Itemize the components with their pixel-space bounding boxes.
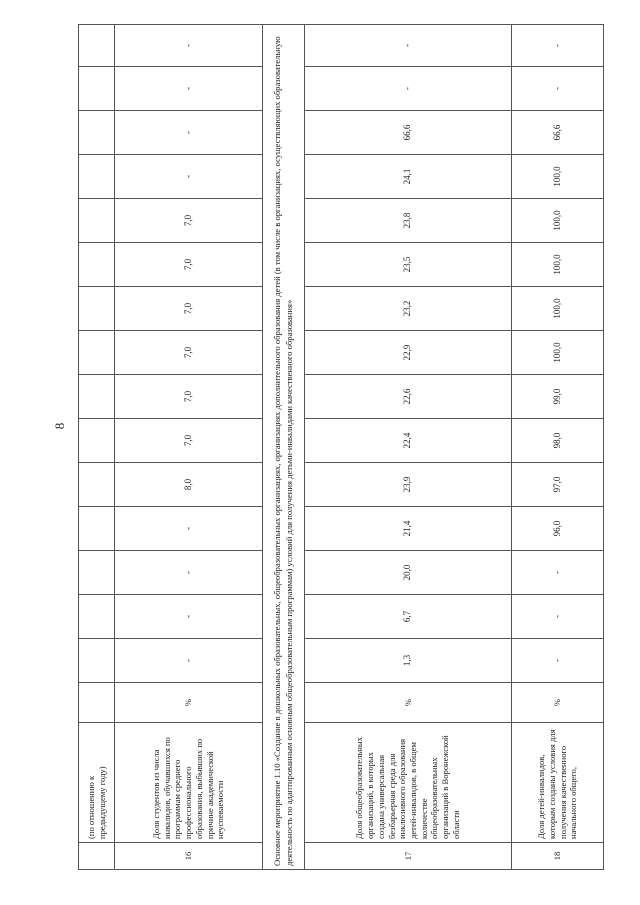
row-value: - bbox=[305, 67, 512, 111]
row-value: 20,0 bbox=[305, 551, 512, 595]
table-cell-num bbox=[79, 843, 115, 870]
indicators-table bbox=[78, 24, 604, 870]
row-value: 100,0 bbox=[512, 287, 604, 331]
row-value: 100,0 bbox=[512, 199, 604, 243]
table-cell bbox=[79, 551, 115, 595]
row-value: 6,7 bbox=[305, 595, 512, 639]
table-row bbox=[512, 25, 604, 870]
row-value: 7,0 bbox=[115, 419, 263, 463]
row-value: 98,0 bbox=[512, 419, 604, 463]
row-value: 22,6 bbox=[305, 375, 512, 419]
row-value: 23,8 bbox=[305, 199, 512, 243]
row-value: - bbox=[512, 595, 604, 639]
row-value: 66,6 bbox=[512, 111, 604, 155]
main-event-row bbox=[263, 25, 305, 870]
row-value: 7,0 bbox=[115, 199, 263, 243]
table-cell bbox=[79, 375, 115, 419]
row-value: - bbox=[512, 25, 604, 67]
row-value: 21,4 bbox=[305, 507, 512, 551]
row-value: - bbox=[115, 551, 263, 595]
table-cell-indicator: (по отношению к предыдущему году) bbox=[79, 723, 115, 843]
table-row bbox=[305, 25, 512, 870]
row-value: 23,5 bbox=[305, 243, 512, 287]
rotated-table-wrapper bbox=[78, 25, 603, 870]
row-value: 23,9 bbox=[305, 463, 512, 507]
table-cell-unit bbox=[79, 683, 115, 723]
row-value: 66,6 bbox=[305, 111, 512, 155]
row-value: 1,3 bbox=[305, 639, 512, 683]
row-value: 7,0 bbox=[115, 331, 263, 375]
row-value: 96,0 bbox=[512, 507, 604, 551]
row-value: 100,0 bbox=[512, 331, 604, 375]
table-cell bbox=[79, 111, 115, 155]
row-value: - bbox=[115, 67, 263, 111]
page-number: 8 bbox=[52, 422, 67, 430]
row-unit: % bbox=[115, 683, 263, 723]
table-row bbox=[115, 25, 263, 870]
row-value: - bbox=[115, 155, 263, 199]
row-value: 100,0 bbox=[512, 243, 604, 287]
row-value: - bbox=[512, 551, 604, 595]
row-value: 99,0 bbox=[512, 375, 604, 419]
row-value: - bbox=[305, 25, 512, 67]
row-value: 7,0 bbox=[115, 243, 263, 287]
row-indicator: Доля общеобразовательных организаций, в которых создана универсальная безбарьерная среда для инклюзивного образования детей-инвалидов, в общем количестве общеобразовательных организаций в Воронежской области bbox=[305, 723, 512, 843]
row-value: 22,9 bbox=[305, 331, 512, 375]
row-value: 97,0 bbox=[512, 463, 604, 507]
table-cell bbox=[79, 199, 115, 243]
row-value: 7,0 bbox=[115, 375, 263, 419]
row-number: 17 bbox=[305, 843, 512, 870]
row-value: - bbox=[115, 111, 263, 155]
row-number: 16 bbox=[115, 843, 263, 870]
main-event-text: Основное мероприятие 1.10 «Создание в дошкольных образовательных, общеобразовательных организациях, организациях дополнительного образования детей (в том числе в организациях, осуществляющих образовательную деятельность по адаптированным основным общеобразовательным программам) условий для получения детьми-инвалидами качественного образования» bbox=[263, 25, 305, 870]
table-cell bbox=[79, 639, 115, 683]
row-number: 18 bbox=[512, 843, 604, 870]
row-value: - bbox=[115, 507, 263, 551]
table-cell bbox=[79, 155, 115, 199]
table-cell bbox=[79, 595, 115, 639]
table-cell bbox=[79, 419, 115, 463]
row-value: - bbox=[512, 639, 604, 683]
row-indicator: Доля детей-инвалидов, которым созданы условия для получения качественного начального общего, bbox=[512, 723, 604, 843]
row-indicator: Доля студентов из числа инвалидов, обучавшихся по программам среднего профессионального образования, выбывших по причине академической неуспеваемости bbox=[115, 723, 263, 843]
row-value: 100,0 bbox=[512, 155, 604, 199]
row-value: 7,0 bbox=[115, 287, 263, 331]
table-cell bbox=[79, 243, 115, 287]
row-value: 23,2 bbox=[305, 287, 512, 331]
row-unit: % bbox=[512, 683, 604, 723]
table-row-continuation bbox=[79, 25, 115, 870]
table-cell bbox=[79, 287, 115, 331]
row-value: - bbox=[115, 639, 263, 683]
row-value: - bbox=[115, 25, 263, 67]
row-value: 24,1 bbox=[305, 155, 512, 199]
table-cell bbox=[79, 25, 115, 67]
table-cell bbox=[79, 331, 115, 375]
row-unit: % bbox=[305, 683, 512, 723]
row-value: - bbox=[115, 595, 263, 639]
table-cell bbox=[79, 507, 115, 551]
table-cell bbox=[79, 67, 115, 111]
table-cell bbox=[79, 463, 115, 507]
row-value: 8,0 bbox=[115, 463, 263, 507]
row-value: 22,4 bbox=[305, 419, 512, 463]
row-value: - bbox=[512, 67, 604, 111]
